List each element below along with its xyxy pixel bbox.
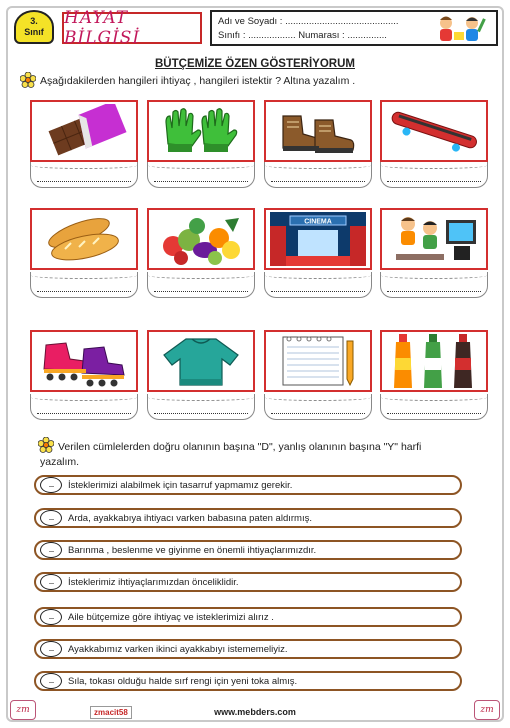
logo-right: zm xyxy=(474,700,500,720)
answer-slot-4[interactable] xyxy=(380,162,488,188)
statement-row xyxy=(34,671,462,691)
statement-row xyxy=(34,639,462,659)
flower-icon xyxy=(20,72,36,88)
chocolate-icon xyxy=(39,104,129,158)
sweater-icon xyxy=(156,333,246,389)
instruction-needs-wants: Aşağıdakilerden hangileri ihtiyaç , hangileri istektir ? Altına yazalım . xyxy=(40,75,356,87)
grade-badge xyxy=(14,10,54,44)
notebook-icon xyxy=(273,333,363,389)
item-card-boots xyxy=(264,100,372,162)
item-card-soda xyxy=(380,330,488,392)
item-card-gloves xyxy=(147,100,255,162)
video-game-icon xyxy=(386,210,482,268)
answer-blank[interactable]: ..... xyxy=(40,609,62,625)
answer-blank[interactable]: ..... xyxy=(40,510,62,526)
instruction-true-false: Verilen cümlelerden doğru olanının başına "D", yanlış olanının başına "Y" harfi xyxy=(58,441,422,453)
statement-text: Aile bütçemize göre ihtiyaç ve isteklerimizi alırız . xyxy=(68,611,274,623)
student-class-line[interactable]: Sınıfı : .................. Numarası : ............... xyxy=(218,30,387,41)
subject-box xyxy=(62,8,202,48)
cinema-icon xyxy=(268,210,368,268)
subject-title: HAYAT BİLGİSİ xyxy=(64,8,141,48)
statement-row xyxy=(34,508,462,528)
footer-code: zmacit58 xyxy=(90,706,132,719)
item-card-sweater xyxy=(147,330,255,392)
answer-slot-9[interactable] xyxy=(30,394,138,420)
item-card-video-game xyxy=(380,208,488,270)
grade-number: 3. xyxy=(30,16,38,26)
answer-blank[interactable]: ..... xyxy=(40,673,62,689)
answer-slot-1[interactable] xyxy=(30,162,138,188)
student-name-line[interactable]: Adı ve Soyadı : ........................................... xyxy=(218,16,399,27)
answer-blank[interactable]: ..... xyxy=(40,641,62,657)
item-card-chocolate xyxy=(30,100,138,162)
answer-slot-8[interactable] xyxy=(380,272,488,298)
item-card-vegetables xyxy=(147,208,255,270)
gloves-icon xyxy=(156,104,246,158)
statement-text: Ayakkabımız varken ikinci ayakkabıyı istememeliyiz. xyxy=(68,643,288,655)
instruction-true-false-cont: yazalım. xyxy=(40,456,80,468)
flower-icon xyxy=(38,437,54,453)
item-card-roller-skates xyxy=(30,330,138,392)
footer-url[interactable]: www.mebders.com xyxy=(214,707,296,717)
item-card-notebook xyxy=(264,330,372,392)
kids-reading-icon xyxy=(432,14,490,44)
item-card-cinema xyxy=(264,208,372,270)
answer-blank[interactable]: ..... xyxy=(40,542,62,558)
statement-row xyxy=(34,572,462,592)
worksheet-title: BÜTÇEMİZE ÖZEN GÖSTERİYORUM xyxy=(155,58,355,70)
answer-blank[interactable]: ..... xyxy=(40,574,62,590)
item-card-skateboard xyxy=(380,100,488,162)
statement-text: İsteklerimizi alabilmek için tasarruf yapmamız gerekir. xyxy=(68,479,293,491)
statement-text: İsteklerimiz ihtiyaçlarımızdan önceliklidir. xyxy=(68,576,239,588)
answer-slot-12[interactable] xyxy=(380,394,488,420)
bread-icon xyxy=(39,211,129,267)
boots-icon xyxy=(273,104,363,158)
skateboard-icon xyxy=(386,104,482,158)
answer-slot-7[interactable] xyxy=(264,272,372,298)
statement-row xyxy=(34,475,462,495)
answer-slot-6[interactable] xyxy=(147,272,255,298)
item-card-bread xyxy=(30,208,138,270)
answer-slot-11[interactable] xyxy=(264,394,372,420)
answer-blank[interactable]: ..... xyxy=(40,477,62,493)
soda-bottles-icon xyxy=(386,332,482,390)
statement-row xyxy=(34,540,462,560)
answer-slot-3[interactable] xyxy=(264,162,372,188)
statement-text: Sıla, tokası olduğu halde sırf rengi için yeni toka almış. xyxy=(68,675,298,687)
logo-left: zm xyxy=(10,700,36,720)
statement-row xyxy=(34,607,462,627)
roller-skates-icon xyxy=(36,333,132,389)
answer-slot-10[interactable] xyxy=(147,394,255,420)
vegetables-icon xyxy=(153,210,249,268)
answer-slot-2[interactable] xyxy=(147,162,255,188)
cinema-sign-text: CINEMA xyxy=(304,218,332,226)
statement-text: Barınma , beslenme ve giyinme en önemli ihtiyaçlarımızdır. xyxy=(68,544,317,556)
answer-slot-5[interactable] xyxy=(30,272,138,298)
grade-label: Sınıf xyxy=(24,27,44,37)
student-info-box xyxy=(210,10,498,46)
statement-text: Arda, ayakkabıya ihtiyacı varken babasına paten aldırmış. xyxy=(68,512,312,524)
